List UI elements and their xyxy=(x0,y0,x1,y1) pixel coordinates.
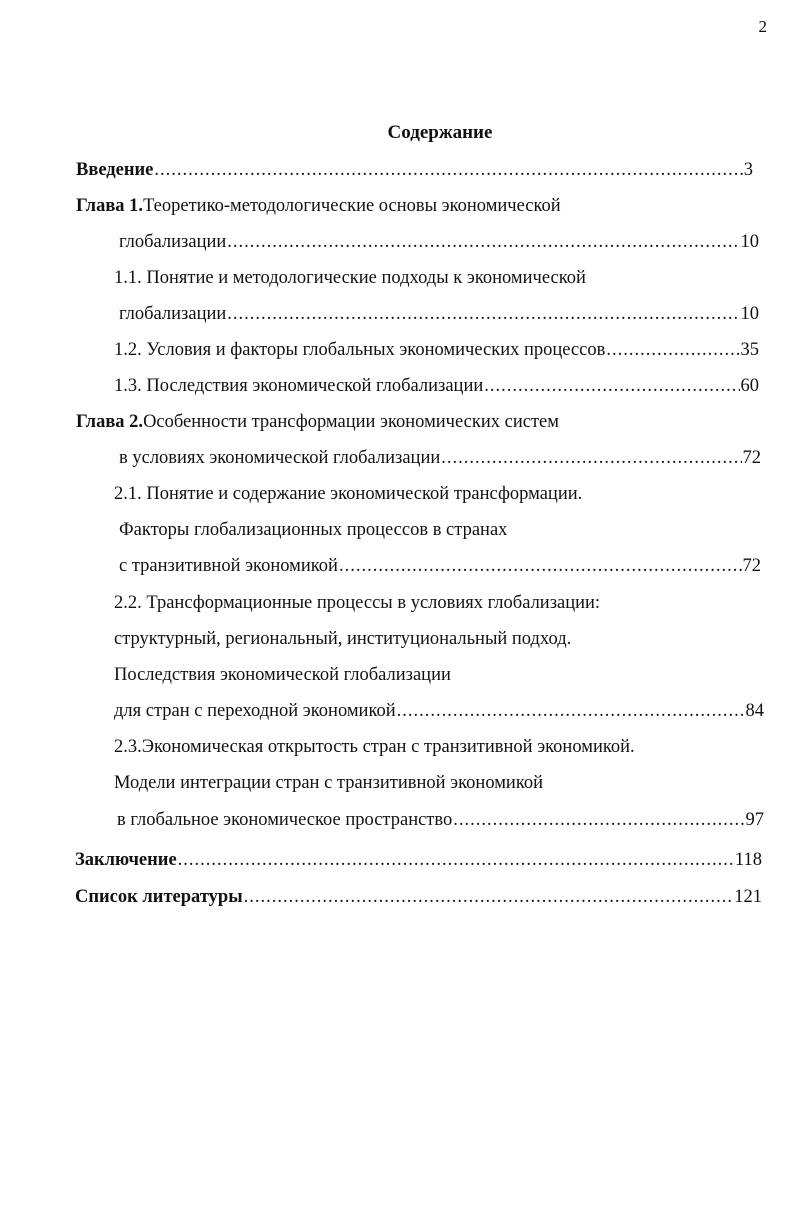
dot-leader xyxy=(397,696,745,726)
dot-leader xyxy=(453,805,744,835)
toc-entry-text: глобализации xyxy=(119,232,227,252)
toc-entry-chapter-2-cont xyxy=(119,443,761,473)
toc-entry-text: 2.3.Экономическая открытость стран с транзитивной экономикой. xyxy=(114,737,635,757)
dot-leader xyxy=(154,155,742,185)
toc-entry-1-1 xyxy=(114,263,586,293)
toc-entry-label: Введение xyxy=(76,160,154,180)
toc-entry-text: Особенности трансформации экономических систем xyxy=(143,412,559,432)
toc-entry-page: 118 xyxy=(734,850,762,870)
toc-entry-text: 1.3. Последствия экономической глобализации xyxy=(114,376,484,396)
toc-entry-introduction xyxy=(76,155,753,185)
dot-leader xyxy=(606,335,739,365)
toc-entry-text: Факторы глобализационных процессов в странах xyxy=(119,520,508,540)
toc-entry-2-3-cont2 xyxy=(117,805,764,835)
toc-entry-text: в условиях экономической глобализации xyxy=(119,448,441,468)
toc-entry-1-3 xyxy=(114,371,759,401)
toc-entry-text: 2.1. Понятие и содержание экономической трансформации. xyxy=(114,484,583,504)
toc-entry-label: Заключение xyxy=(75,850,177,870)
toc-entry-chapter-1 xyxy=(76,191,561,221)
toc-entry-page: 84 xyxy=(745,701,764,721)
dot-leader xyxy=(178,845,734,875)
toc-entry-text: для стран с переходной экономикой xyxy=(114,701,396,721)
toc-entry-2-3-cont xyxy=(114,768,543,798)
toc-entry-text: 1.2. Условия и факторы глобальных экономических процессов xyxy=(114,340,606,360)
toc-entry-label: Глава 2. xyxy=(76,412,144,432)
dot-leader xyxy=(484,371,739,401)
toc-entry-2-1 xyxy=(114,479,582,509)
dot-leader xyxy=(227,227,739,257)
dot-leader xyxy=(339,551,742,581)
toc-entry-text: с транзитивной экономикой xyxy=(119,556,338,576)
toc-entry-text: глобализации xyxy=(119,304,227,324)
dot-leader xyxy=(441,443,741,473)
toc-entry-2-1-cont2 xyxy=(119,551,761,581)
toc-entry-1-1-cont xyxy=(119,299,759,329)
toc-entry-2-2-cont xyxy=(114,624,571,654)
toc-entry-page: 72 xyxy=(742,556,761,576)
toc-entry-page: 10 xyxy=(740,232,759,252)
dot-leader xyxy=(244,882,734,912)
toc-entry-label: Глава 1. xyxy=(76,196,144,216)
toc-entry-2-2 xyxy=(114,588,600,618)
page-number: 2 xyxy=(758,17,767,36)
toc-entry-page: 97 xyxy=(745,810,764,830)
toc-entry-text: структурный, региональный, институциональный подход. xyxy=(114,629,572,649)
toc-entry-2-2-cont2 xyxy=(114,660,451,690)
toc-entry-page: 72 xyxy=(742,448,761,468)
toc-entry-chapter-2 xyxy=(76,407,559,437)
dot-leader xyxy=(227,299,739,329)
toc-entry-conclusion xyxy=(75,845,762,875)
toc-entry-1-2 xyxy=(114,335,759,365)
toc-entry-text: Модели интеграции стран с транзитивной экономикой xyxy=(114,773,544,793)
toc-entry-2-2-cont3 xyxy=(114,696,764,726)
toc-entry-page: 60 xyxy=(740,376,759,396)
toc-entry-2-3 xyxy=(114,732,635,762)
toc-entry-label: Список литературы xyxy=(75,887,243,907)
toc-entry-page: 3 xyxy=(743,160,753,180)
toc-entry-page: 10 xyxy=(740,304,759,324)
toc-entry-2-1-cont xyxy=(119,515,507,545)
toc-entry-chapter-1-cont xyxy=(119,227,759,257)
toc-title: Содержание xyxy=(387,122,493,143)
toc-entry-references xyxy=(75,882,762,912)
toc-entry-text: 1.1. Понятие и методологические подходы к экономической xyxy=(114,268,586,288)
toc-entry-text: Теоретико-методологические основы экономической xyxy=(143,196,561,216)
toc-entry-text: Последствия экономической глобализации xyxy=(114,665,451,685)
toc-entry-text: 2.2. Трансформационные процессы в условиях глобализации: xyxy=(114,593,601,613)
toc-entry-text: в глобальное экономическое пространство xyxy=(117,810,453,830)
toc-entry-page: 121 xyxy=(734,887,762,907)
toc-entry-page: 35 xyxy=(740,340,759,360)
